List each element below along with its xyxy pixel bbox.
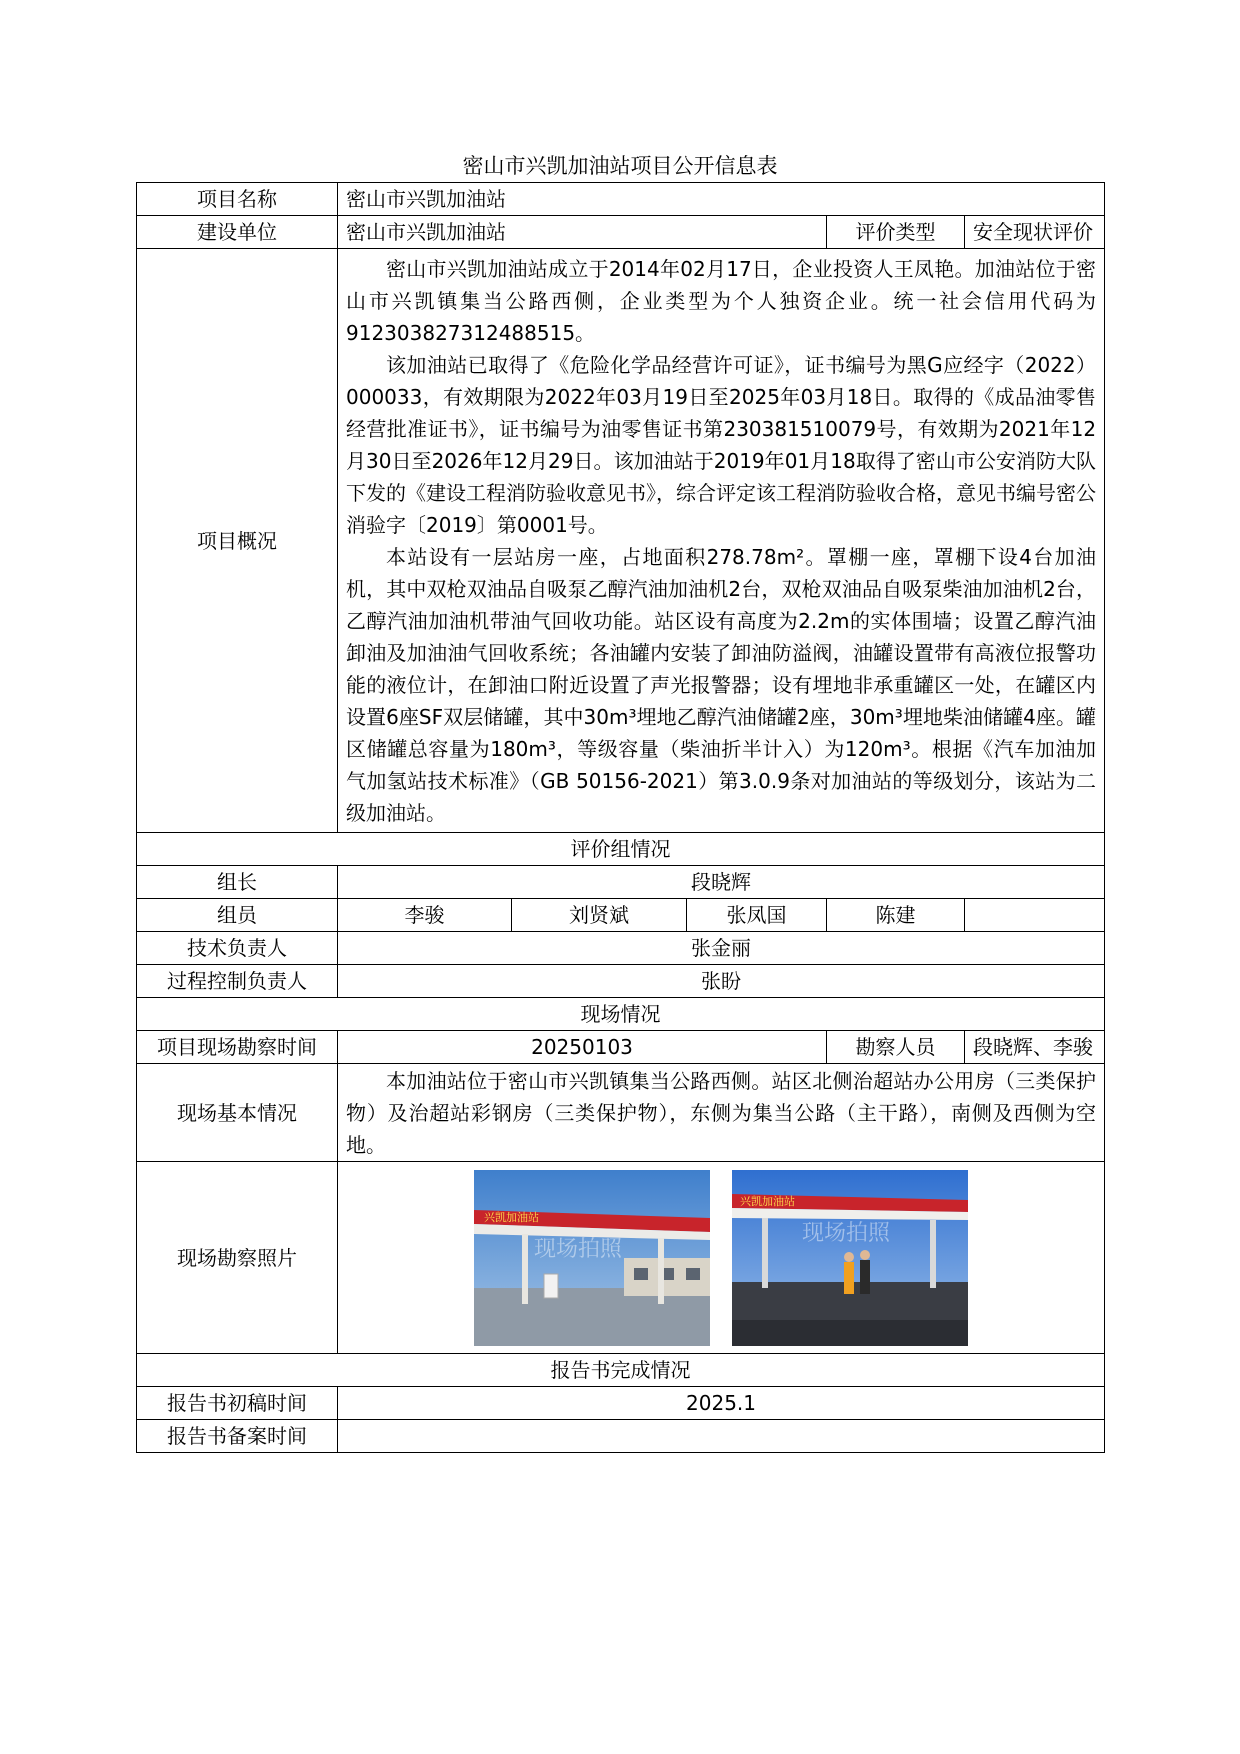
- row-overview: [137, 249, 1105, 833]
- row-leader: [137, 866, 1105, 899]
- report-section-heading: 报告书完成情况: [137, 1354, 1105, 1387]
- row-site-time: [137, 1031, 1105, 1064]
- project-name-value: 密山市兴凯加油站: [338, 183, 1105, 216]
- tech-value: 张金丽: [338, 932, 1105, 965]
- member-1: 李骏: [338, 899, 512, 932]
- site-photo-1: [474, 1170, 710, 1346]
- row-site-photos: [137, 1162, 1105, 1354]
- member-4: 陈建: [827, 899, 965, 932]
- filing-value: [338, 1420, 1105, 1453]
- site-photo-2: [732, 1170, 968, 1346]
- process-value: 张盼: [338, 965, 1105, 998]
- site-staff-label: 勘察人员: [827, 1031, 965, 1064]
- row-draft: [137, 1387, 1105, 1420]
- site-time-label: 项目现场勘察时间: [137, 1031, 338, 1064]
- site-staff-value: 段晓辉、李骏: [965, 1031, 1105, 1064]
- leader-value: 段晓辉: [338, 866, 1105, 899]
- overview-paragraph-2: 该加油站已取得了《危险化学品经营许可证》，证书编号为黑G应经字（2022）000033，有效期限为2022年03月19日至2025年03月18日。取得的《成品油零售经营批准证书》，证书编号为油零售证书第230381510079号，有效期为2021年12月30日至2026年12月29日。该加油站于2019年01月18取得了密山市公安消防大队下发的《建设工程消防验收意见书》，综合评定该工程消防验收合格，意见书编号密公消验字〔2019〕第0001号。: [346, 352, 1097, 537]
- site-time-value: 20250103: [338, 1031, 827, 1064]
- members-label: 组员: [137, 899, 338, 932]
- overview-text: [338, 249, 1105, 833]
- unit-label: 建设单位: [137, 216, 338, 249]
- row-tech: [137, 932, 1105, 965]
- row-filing: [137, 1420, 1105, 1453]
- project-name-label: 项目名称: [137, 183, 338, 216]
- filing-label: 报告书备案时间: [137, 1420, 338, 1453]
- eval-type-value: 安全现状评价: [965, 216, 1105, 249]
- row-unit: [137, 216, 1105, 249]
- overview-paragraph-1: 密山市兴凯加油站成立于2014年02月17日，企业投资人王凤艳。加油站位于密山市兴凯镇集当公路西侧，企业类型为个人独资企业。统一社会信用代码为912303827312488515。: [346, 256, 1097, 345]
- overview-paragraph-3: 本站设有一层站房一座，占地面积278.78m²。罩棚一座，罩棚下设4台加油机，其中双枪双油品自吸泵乙醇汽油加油机2台，双枪双油品自吸泵柴油加油机2台，乙醇汽油加油机带油气回收功能。站区设有高度为2.2m的实体围墙；设置乙醇汽油卸油及加油油气回收系统；各油罐内安装了卸油防溢阀，油罐设置带有高液位报警功能的液位计，在卸油口附近设置了声光报警器；设有埋地非承重罐区一处，在罐区内设置6座SF双层储罐，其中30m³埋地乙醇汽油储罐2座，30m³埋地柴油储罐4座。罐区储罐总容量为180m³，等级容量（柴油折半计入）为120m³。根据《汽车加油加气加氢站技术标准》（GB 50156-2021）第3.0.9条对加油站的等级划分，该站为二级加油站。: [346, 544, 1097, 825]
- row-project-name: [137, 183, 1105, 216]
- photo1-sign: 兴凯加油站: [484, 1210, 540, 1224]
- gas-station-photo-1: [474, 1170, 710, 1346]
- process-label: 过程控制负责人: [137, 965, 338, 998]
- row-site-basic: [137, 1064, 1105, 1162]
- overview-label: 项目概况: [137, 249, 338, 833]
- eval-type-label: 评价类型: [827, 216, 965, 249]
- info-table: [136, 182, 1105, 1453]
- unit-value: 密山市兴凯加油站: [338, 216, 827, 249]
- row-process: [137, 965, 1105, 998]
- tech-label: 技术负责人: [137, 932, 338, 965]
- row-team-section: [137, 833, 1105, 866]
- site-basic-text: [338, 1064, 1105, 1162]
- photo2-watermark: 现场拍照: [802, 1220, 891, 1246]
- site-basic-label: 现场基本情况: [137, 1064, 338, 1162]
- page-title: 密山市兴凯加油站项目公开信息表: [462, 154, 778, 178]
- member-empty: [965, 899, 1105, 932]
- draft-label: 报告书初稿时间: [137, 1387, 338, 1420]
- photo1-watermark: 现场拍照: [534, 1236, 623, 1262]
- draft-value: 2025.1: [338, 1387, 1105, 1420]
- row-site-section: [137, 998, 1105, 1031]
- site-section-heading: 现场情况: [137, 998, 1105, 1031]
- row-members: [137, 899, 1105, 932]
- member-2: 刘贤斌: [512, 899, 687, 932]
- member-3: 张凤国: [687, 899, 827, 932]
- site-basic-paragraph: 本加油站位于密山市兴凯镇集当公路西侧。站区北侧治超站办公用房（三类保护物）及治超站彩钢房（三类保护物），东侧为集当公路（主干路），南侧及西侧为空地。: [346, 1068, 1097, 1157]
- row-report-section: [137, 1354, 1105, 1387]
- leader-label: 组长: [137, 866, 338, 899]
- site-photos-label: 现场勘察照片: [137, 1162, 338, 1354]
- gas-station-photo-2: [732, 1170, 968, 1346]
- site-photos-cell: [338, 1162, 1105, 1354]
- photo2-sign: 兴凯加油站: [740, 1194, 796, 1208]
- team-section-heading: 评价组情况: [137, 833, 1105, 866]
